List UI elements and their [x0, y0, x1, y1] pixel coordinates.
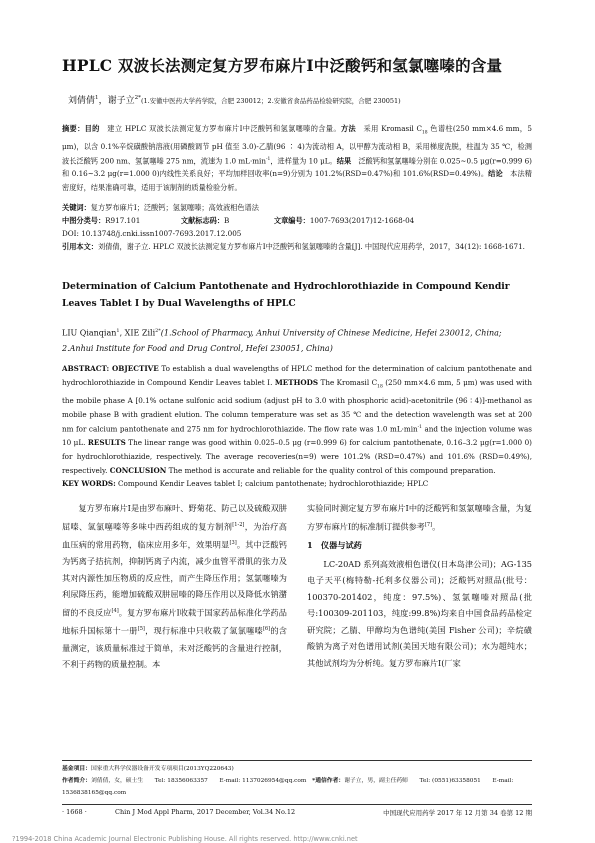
- ref-sup[interactable]: [4]: [111, 608, 119, 615]
- text-run: 实验同时测定复方罗布麻片Ⅰ中的泛酸钙和氢氯噻嗪含量，为复方罗布麻片Ⅰ的标准制订提供参考: [307, 503, 532, 532]
- author-note-text: 刘倩倩，女，硕士生 Tel: 18356063357 E-mail: 1137026954@qq.com: [91, 778, 307, 784]
- keywords-text: 复方罗布麻片Ⅰ；泛酸钙；氢氯噻嗪；高效液相色谱法: [90, 203, 259, 212]
- methods-en-text-2: (250 mm×4.6 mm, 5 μm) was used with the mobile phase A [0.1% octane sulfonic acid sodium (adjust pH to 3.0 with phosphoric acid)-acetonitrile (96 ∶ 4)]-methanol as mobile phase B with gradient elution. The column temperature was set as 35 ℃ and the detection wavelength was set at 200 nm for calcium pantothenate and 275 nm for hydrochlorothiazide. The flow rate was 1.0 mL·min: [62, 377, 532, 434]
- article-no-label: 文章编号：: [273, 216, 310, 225]
- text-run: ，为治疗高血压病的常用药物，临床应用多年，效果明显: [62, 521, 287, 550]
- methods-en-sup: -1: [417, 425, 422, 431]
- ref-sup[interactable]: [7]: [424, 521, 433, 528]
- author-en-2-sup: 2*: [155, 328, 161, 334]
- clc-label: 中图分类号：: [62, 216, 106, 225]
- authors-en: [62, 324, 532, 356]
- page-footer: [62, 808, 532, 816]
- doi[interactable]: DOI: 10.13748/j.cnki.issn1007-7693.2017.12.005: [62, 229, 242, 238]
- article-no-value: 1007-7693(2017)12-1668-04: [309, 216, 415, 225]
- paragraph: LC-20AD 系列高效液相色谱仪(日本岛津公司)；AG-135 电子天平(梅特勒-托利多仪器公司)；泛酸钙对照品(批号：100370-201402，纯度：97.5%)、氢氯噻嗪对照品(批号:100309-201103，纯度:99.8%)均来自中国食品药品检定研究院；乙腈、甲醇均为色谱纯(美国 Fisher 公司)；辛烷磺酸钠为离子对色谱用试剂(美国天地有限公司)；水为超纯水；其他试剂均为分析纯。复方罗布麻片Ⅰ(厂家: [307, 558, 532, 669]
- result-text: 泛酸钙和氢氯噻嗪分别在 0.025~0.5 μg(r=0.999 6)和 0.16~3.2 μg(r=1.000 0)内线性关系良好；平均加样回收率(n=9)分别为 101.2%(RSD=0.47%)和 101.6%(RSD=0.49%)。: [62, 156, 532, 179]
- conclusion-label: 结论: [488, 169, 503, 179]
- method-label: 方法: [340, 124, 356, 133]
- method-text-3: ，进样量为 10 μL。: [270, 156, 337, 166]
- journal-en: Chin J Mod Appl Pharm, 2017 December, Vol.34 No.12: [114, 808, 296, 816]
- abstract-en: [62, 362, 532, 491]
- footnotes: [62, 763, 532, 799]
- methods-en-sub: 18: [377, 384, 383, 390]
- affiliation-cn: (1.安徽中医药大学药学院，合肥 230012；2.安徽省食品药品检验研究院，合肥 230051): [140, 97, 401, 105]
- author-sup-2: 2*: [134, 95, 141, 101]
- text-run: 复方罗布麻片Ⅰ是由罗布麻叶、野菊花、防己以及硫酸双肼屈嗪、氢氯噻嗪等多味中西药组成的复方制剂: [62, 503, 287, 532]
- method-sub: 18: [421, 130, 428, 136]
- article-title-en: Determination of Calcium Pantothenate and Hydrochlorothiazide in Compound Kendir Leaves Tablet Ⅰ by Dual Wavelengths of HPLC: [62, 281, 510, 309]
- author-note-label: 作者简介：: [62, 778, 91, 784]
- method-text: 采用 Kromasil C: [363, 124, 422, 133]
- text-run: 。其中泛酸钙为钙离子拮抗剂，抑制钙离子内流，减少血管平滑肌的张力及其对内源性加压物质的反应性，而产生降压作用；氢氯噻嗪为利尿降压药，能增加硫酸双肼屈嗪的降压作用以及降低水钠潴留的不良反应: [62, 539, 287, 618]
- citation-text: 刘倩倩，谢子立. HPLC 双波长法测定复方罗布麻片Ⅰ中泛酸钙和氢氯噻嗪的含量[J]. 中国现代应用药学，2017，34(12): 1668-1671.: [97, 242, 525, 251]
- corr-text: 谢子立，男，副主任药师 Tel: (0551)63358051 E-mail: 1536838165@qq.com: [62, 778, 514, 796]
- keywords-label: 关键词：: [62, 203, 91, 212]
- fund-text: 国家重大科学仪器设备开发专项项目(2013YQ220643): [91, 766, 234, 772]
- doc-code-label: 文献标志码：: [180, 216, 225, 225]
- page-number: · 1668 ·: [62, 808, 87, 816]
- objective-label: 目的: [84, 124, 100, 133]
- text-run: 。复方罗布麻片Ⅰ收载于国家药品标准化学药品地标升国标第十一册: [62, 607, 287, 637]
- method-sup: -1: [265, 156, 271, 162]
- author-note: [62, 775, 532, 799]
- result-label: 结果: [336, 156, 352, 166]
- ref-sup[interactable]: [3]: [229, 539, 237, 546]
- keywords-en-text: Compound Kendir Leaves tablet Ⅰ; calcium pantothenate; hydrochlorothiazide; HPLC: [115, 479, 429, 489]
- citation-label: 引用本文：: [62, 242, 98, 251]
- objective-en-text: To establish a dual wavelengths of HPLC method for the determination of calcium pantothenate and hydrochlorothiazide in Compound Kendir Leaves tablet Ⅰ.: [62, 364, 532, 387]
- body-left-column: [62, 500, 287, 673]
- objective-text: 建立 HPLC 双波长法测定复方罗布麻片Ⅰ中泛酸钙和氢氯噻嗪的含量。: [107, 124, 341, 133]
- clc-value: R917.101: [105, 216, 141, 225]
- text-run: 。: [432, 521, 441, 532]
- methods-en-text: The Kromasil C: [318, 377, 378, 387]
- section-heading: 1 仪器与试药: [307, 539, 362, 550]
- ref-sup[interactable]: [1-2]: [232, 521, 245, 528]
- conclusion-en-text: The method is accurate and reliable for the quality control of this compound preparation.: [166, 465, 496, 475]
- fund-label: 基金项目：: [62, 766, 91, 772]
- copyright-line: ?1994-2018 China Academic Journal Electronic Publishing House. All rights reserved. http://www.cnki.net: [12, 835, 358, 843]
- authors-cn: [68, 93, 401, 106]
- doc-code-value: B: [224, 216, 230, 225]
- author-en-2: , XIE Zili: [119, 328, 156, 338]
- text-run: ，现行标准中只收载了氢氯噻嗪: [144, 626, 263, 637]
- author-sup: 1: [95, 95, 99, 101]
- paragraph: [62, 500, 287, 673]
- results-en-text: The linear range was good within 0.025–0.5 μg (r=0.999 6) for calcium pantothenate, 0.16–3.2 μg(r=1.000 0) for hydrochlorothiazide, respectively. The average recoveries(n=9) were 101.2% (RSD=0.47%) and 101.6% (RSD=0.49%), respectively.: [62, 438, 532, 475]
- conclusion-en-label: CONCLUSION: [109, 465, 167, 475]
- author-names-2: ，谢子立: [98, 96, 135, 106]
- results-en-label: RESULTS: [87, 438, 126, 448]
- author-en-1-sup: 1: [116, 328, 120, 334]
- abstract-en-label: ABSTRACT: OBJECTIVE: [62, 364, 159, 373]
- abstract-cn: [62, 122, 532, 194]
- page-footer-rule: [62, 804, 532, 805]
- ref-sup[interactable]: [6]: [262, 626, 271, 633]
- body-right-column: [307, 500, 532, 672]
- conclusion-text: 本法精密度好，结果准确可靠，适用于该制剂的质量检验分析。: [62, 169, 532, 192]
- methods-en-text-3: and the injection volume was 10 μL.: [62, 424, 532, 448]
- citation-cn: [62, 240, 532, 253]
- keywords-en-label: KEY WORDS:: [62, 479, 116, 489]
- author-en-1: LIU Qianqian: [62, 328, 117, 338]
- text-run: 的含量测定，该质量标准过于简单，未对泛酸钙的含量进行控制，不利于药物的质量控制。本: [62, 626, 287, 670]
- paragraph: [307, 500, 532, 535]
- affiliation-en: (1.School of Pharmacy, Anhui University of Chinese Medicine, Hefei 230012, China; 2.Anhui Institute for Food and Drug Control, Hefei 230051, China): [62, 328, 502, 353]
- article-title-cn: HPLC 双波长法测定复方罗布麻片Ⅰ中泛酸钙和氢氯噻嗪的含量: [62, 56, 503, 75]
- corr-label: *通信作者：: [312, 778, 345, 784]
- methods-en-label: METHODS: [274, 377, 319, 387]
- abstract-label: 摘要：: [62, 124, 85, 133]
- classification-line: [62, 214, 532, 227]
- keywords-cn: [62, 201, 532, 214]
- ref-sup[interactable]: [5]: [137, 626, 145, 633]
- journal-cn: 中国现代应用药学 2017 年 12 月第 34 卷第 12 期: [383, 809, 532, 817]
- method-text-2: 色谱柱(250 mm×4.6 mm，5 μm)，以含 0.1%辛烷磺酸钠溶液(用磷酸调节 pH 值至 3.0)-乙腈(96 ∶ 4)为流动相 A，以甲醇为流动相 B，采用梯度洗脱，柱温为 35 ℃，检测波长泛酸钙 200 nm、氢氯噻嗪 275 nm，流速为 1.0 mL·min: [62, 124, 532, 166]
- author-names: 刘倩倩: [68, 96, 96, 106]
- footnote-rule: [62, 760, 532, 761]
- fund-note: [62, 763, 532, 775]
